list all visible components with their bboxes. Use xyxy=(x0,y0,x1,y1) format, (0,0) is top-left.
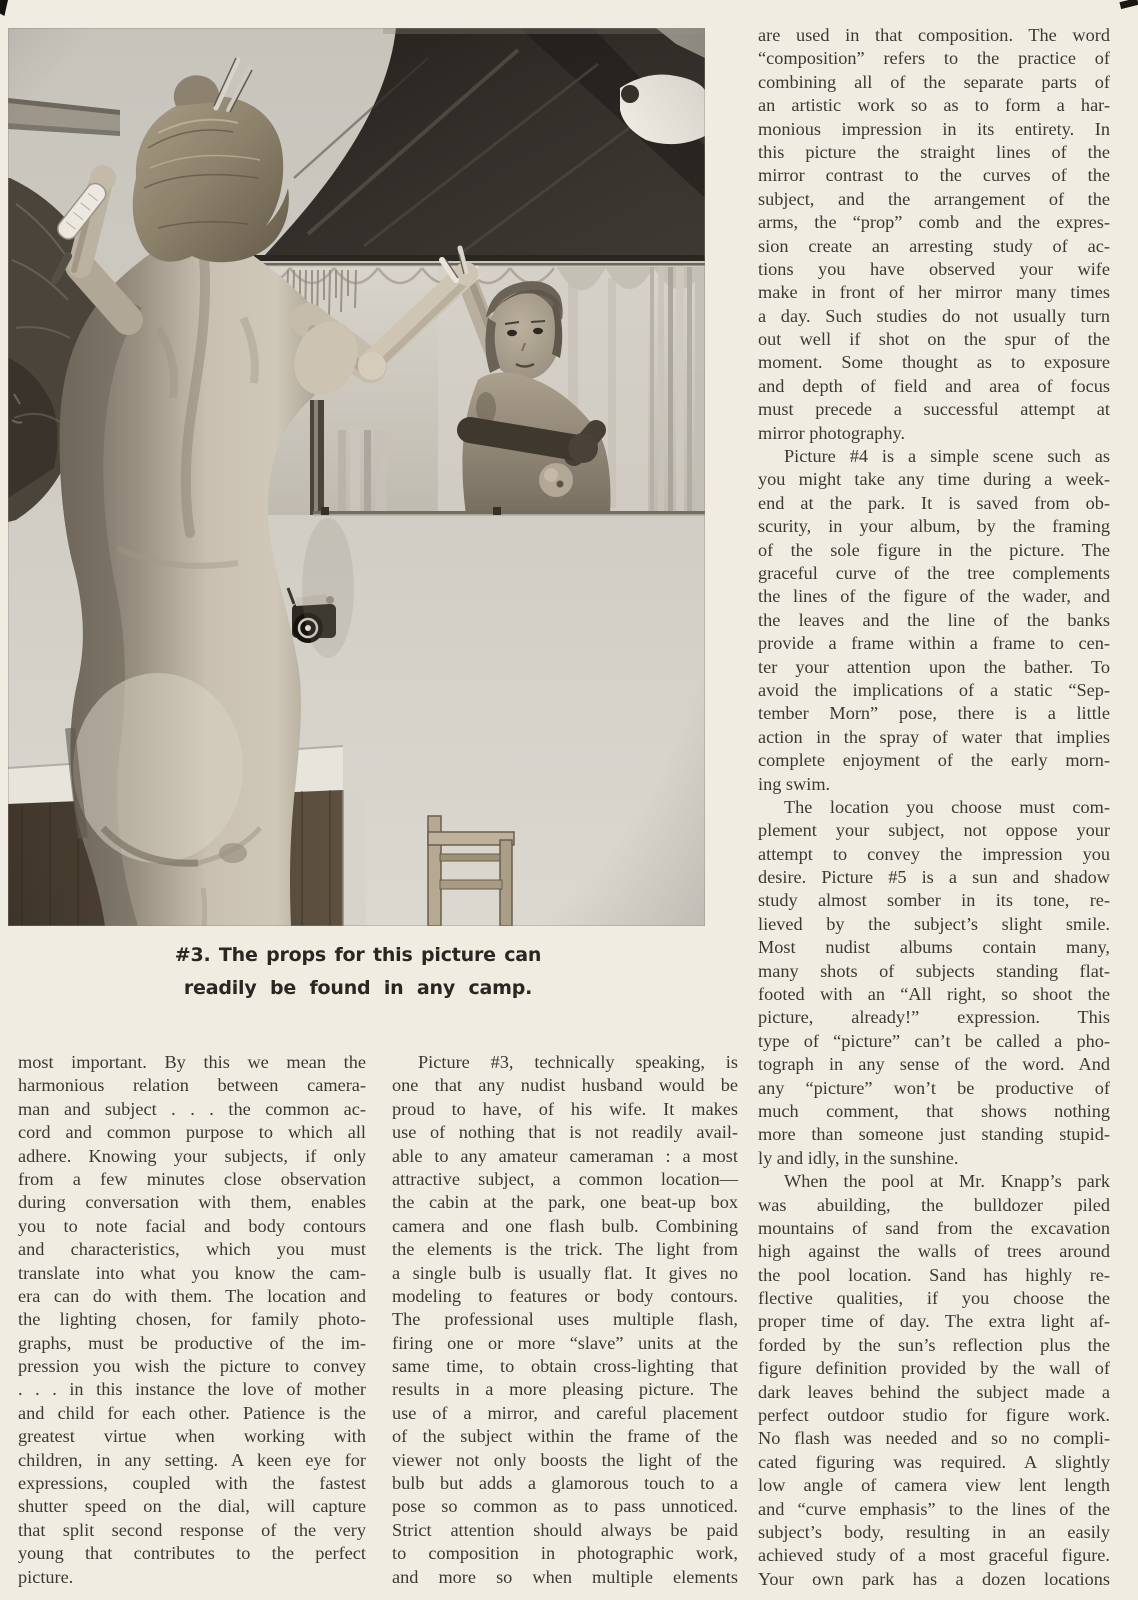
text-line: picture. xyxy=(18,1566,74,1587)
photo-caption xyxy=(58,944,658,999)
text-line: that split second response of the very xyxy=(18,1519,366,1540)
text-line: high against the walls of trees around xyxy=(758,1241,1110,1262)
text-line: an artistic work so as to form a har- xyxy=(758,95,1110,116)
text-line: forded by the sun’s reflection plus the xyxy=(758,1334,1110,1355)
text-line: arms, the “prop” comb and the expres- xyxy=(758,212,1110,233)
text-line: perfect outdoor studio for figure work. xyxy=(758,1405,1110,1426)
text-line: you to note facial and body contours xyxy=(18,1215,366,1236)
photo-caption-line-1: #3. The props for this picture can xyxy=(174,944,542,966)
text-line: combining all of the separate parts of xyxy=(758,71,1110,92)
text-line: . . . in this instance the love of mother xyxy=(18,1379,366,1400)
photo-illustration xyxy=(8,28,705,926)
text-line: pression you wish the picture to convey xyxy=(18,1356,366,1377)
text-line: dark leaves behind the subject made a xyxy=(758,1381,1110,1402)
text-line: and child for each other. Patience is the xyxy=(18,1402,366,1423)
text-line: moment. Some thought as to exposure xyxy=(758,352,1110,373)
text-line: Picture #3, technically speaking, is xyxy=(418,1052,738,1072)
text-line: subject, and the arrangement of the xyxy=(758,188,1110,209)
text-line: cated figuring was required. A slightly xyxy=(758,1451,1110,1472)
text-line: tograph in any sense of the word. And xyxy=(758,1054,1110,1075)
text-line: are used in that composition. The word xyxy=(758,25,1110,45)
text-line: the elements is the trick. The light from xyxy=(392,1239,738,1260)
scan-artifact-top-left xyxy=(0,0,8,16)
text-line: from a few minutes close observation xyxy=(18,1168,366,1189)
text-line: When the pool at Mr. Knapp’s park xyxy=(784,1171,1110,1192)
text-line: the lighting chosen, for family photo- xyxy=(18,1309,366,1330)
text-line: No flash was needed and so no compli- xyxy=(758,1428,1110,1449)
text-line: provide a frame within a frame to cen- xyxy=(758,633,1110,654)
text-line: viewer not only boosts the light of the xyxy=(392,1449,738,1470)
text-line: more than someone just standing stupid- xyxy=(758,1124,1110,1145)
text-line: the lines of the figure of the wader, and xyxy=(758,586,1110,607)
text-line: one that any nudist husband would be xyxy=(392,1075,738,1096)
text-line: shutter speed on the dial, will capture xyxy=(18,1496,366,1517)
text-line: cord and common purpose to which all xyxy=(18,1122,366,1143)
photo-caption-line-2: readily be found in any camp. xyxy=(183,977,533,999)
text-line: subject’s body, resulting in an easily xyxy=(758,1522,1110,1542)
text-line: lieved by the subject’s slight smile. xyxy=(758,913,1110,934)
text-line: and characteristics, which you must xyxy=(18,1239,366,1260)
text-line: avoid the implications of a static “Sep- xyxy=(758,679,1110,700)
text-line: you might take any time during a week- xyxy=(758,469,1110,490)
text-line: adhere. Knowing your subjects, if only xyxy=(18,1145,366,1166)
text-line: plement your subject, not oppose your xyxy=(758,820,1110,841)
text-column-right xyxy=(758,24,1110,1591)
text-line: during conversation with them, enables xyxy=(18,1192,366,1213)
text-line: tember Morn” pose, there is a little xyxy=(758,703,1110,724)
text-line: was abuilding, the bulldozer piled xyxy=(758,1194,1110,1215)
text-line: ing swim. xyxy=(758,773,831,794)
text-line: Picture #4 is a simple scene such as xyxy=(784,446,1110,467)
text-line: attempt to convey the impression you xyxy=(758,843,1110,864)
text-line: any “picture” won’t be productive of xyxy=(758,1077,1110,1098)
text-line: make in front of her mirror many times xyxy=(758,282,1110,303)
text-line: greatest virtue when working with xyxy=(18,1426,366,1447)
text-line: and “curve emphasis” to the lines of the xyxy=(758,1498,1110,1519)
text-line: use of nothing that is not readily avail- xyxy=(392,1122,738,1143)
text-line: young that contributes to the perfect xyxy=(18,1543,366,1564)
photo-vignette xyxy=(8,28,705,926)
text-line: must precede a successful attempt at xyxy=(758,399,1110,420)
text-line: a single bulb is usually flat. It gives no xyxy=(392,1262,738,1283)
text-line: study almost somber in its tone, re- xyxy=(758,890,1110,911)
text-line: and depth of field and area of focus xyxy=(758,375,1110,396)
text-line: to composition in photographic work, xyxy=(392,1543,738,1564)
text-line: firing one or more “slave” units at the xyxy=(392,1332,738,1353)
text-line: the cabin at the park, one beat-up box xyxy=(392,1192,738,1213)
scan-artifact-top-right xyxy=(1119,0,1138,9)
text-line: bulb but adds a glamorous touch to a xyxy=(392,1473,738,1494)
text-line: results in a more pleasing picture. The xyxy=(392,1379,738,1400)
text-line: The location you choose must com- xyxy=(784,796,1110,817)
text-line: type of “picture” can’t be called a pho- xyxy=(758,1030,1110,1051)
text-line: The professional uses multiple flash, xyxy=(392,1309,738,1330)
text-line: graphs, must be productive of the im- xyxy=(18,1332,366,1353)
text-line: graceful curve of the tree complements xyxy=(758,562,1110,583)
text-line: “composition” refers to the practice of xyxy=(758,48,1110,69)
text-line: attractive subject, a common location— xyxy=(392,1168,738,1189)
text-line: Most nudist albums contain many, xyxy=(758,937,1110,958)
photo-mirror-scene xyxy=(8,28,705,926)
text-line: use of a mirror, and careful placement xyxy=(392,1402,738,1423)
text-column-middle xyxy=(392,1051,738,1589)
text-line: the pool location. Sand has highly re- xyxy=(758,1264,1110,1285)
text-line: achieved study of a most graceful figure. xyxy=(758,1545,1110,1566)
text-line: much comment, that shows nothing xyxy=(758,1100,1110,1121)
text-line: modeling to features or body contours. xyxy=(392,1285,738,1306)
text-line: a day. Such studies do not usually turn xyxy=(758,305,1110,326)
text-line: man and subject . . . the common ac- xyxy=(18,1098,366,1119)
text-line: children, in any setting. A keen eye for xyxy=(18,1449,366,1470)
text-line: desire. Picture #5 is a sun and shadow xyxy=(758,867,1110,888)
text-line: flective qualities, if you choose the xyxy=(758,1288,1110,1309)
text-line: action in the spray of water that implies xyxy=(758,726,1110,747)
text-line: mirror contrast to the curves of the xyxy=(758,165,1110,186)
text-line: tions you have observed your wife xyxy=(758,258,1110,279)
text-line: camera and one flash bulb. Combining xyxy=(392,1215,738,1236)
text-line: end at the park. It is saved from ob- xyxy=(758,492,1110,513)
text-line: same time, to obtain cross-lighting that xyxy=(392,1356,738,1377)
text-line: proper time of day. The extra light af- xyxy=(758,1311,1110,1332)
text-line: mountains of sand from the excavation xyxy=(758,1217,1110,1238)
text-line: and more so when multiple elements xyxy=(392,1566,738,1587)
text-line: era can do with them. The location and xyxy=(18,1285,366,1306)
text-column-left xyxy=(18,1051,366,1589)
text-line: many shots of subjects standing flat- xyxy=(758,960,1110,981)
text-line: Your own park has a dozen locations xyxy=(758,1568,1110,1589)
text-line: scurity, in your album, by the framing xyxy=(758,516,1110,537)
text-line: monious impression in its entirety. In xyxy=(758,118,1110,139)
text-line: harmonious relation between camera- xyxy=(18,1075,366,1096)
text-line: of the subject within the frame of the xyxy=(392,1426,738,1447)
text-line: translate into what you know the cam- xyxy=(18,1262,366,1283)
text-line: pose so common as to pass unnoticed. xyxy=(392,1496,738,1517)
text-line: figure definition provided by the wall of xyxy=(758,1358,1110,1379)
text-line: ter your attention upon the bather. To xyxy=(758,656,1110,677)
text-line: able to any amateur cameraman : a most xyxy=(392,1145,738,1166)
text-line: footed with an “All right, so shoot the xyxy=(758,984,1110,1005)
text-line: mirror photography. xyxy=(758,422,906,443)
text-line: complete enjoyment of the early morn- xyxy=(758,750,1110,771)
text-line: ly and idly, in the sunshine. xyxy=(758,1147,959,1168)
text-line: of the sole figure in the picture. The xyxy=(758,539,1110,560)
text-line: most important. By this we mean the xyxy=(18,1052,366,1072)
text-line: this picture the straight lines of the xyxy=(758,141,1110,162)
text-line: picture, already!” expression. This xyxy=(758,1007,1110,1028)
text-line: Strict attention should always be paid xyxy=(392,1519,738,1540)
text-line: sion create an arresting study of ac- xyxy=(758,235,1110,256)
text-line: the leaves and the line of the banks xyxy=(758,609,1110,630)
text-line: proud to have, of his wife. It makes xyxy=(392,1098,738,1119)
text-line: expressions, coupled with the fastest xyxy=(18,1473,366,1494)
text-line: out well if shot on the spur of the xyxy=(758,329,1110,350)
text-line: low angle of camera view lent length xyxy=(758,1475,1110,1496)
